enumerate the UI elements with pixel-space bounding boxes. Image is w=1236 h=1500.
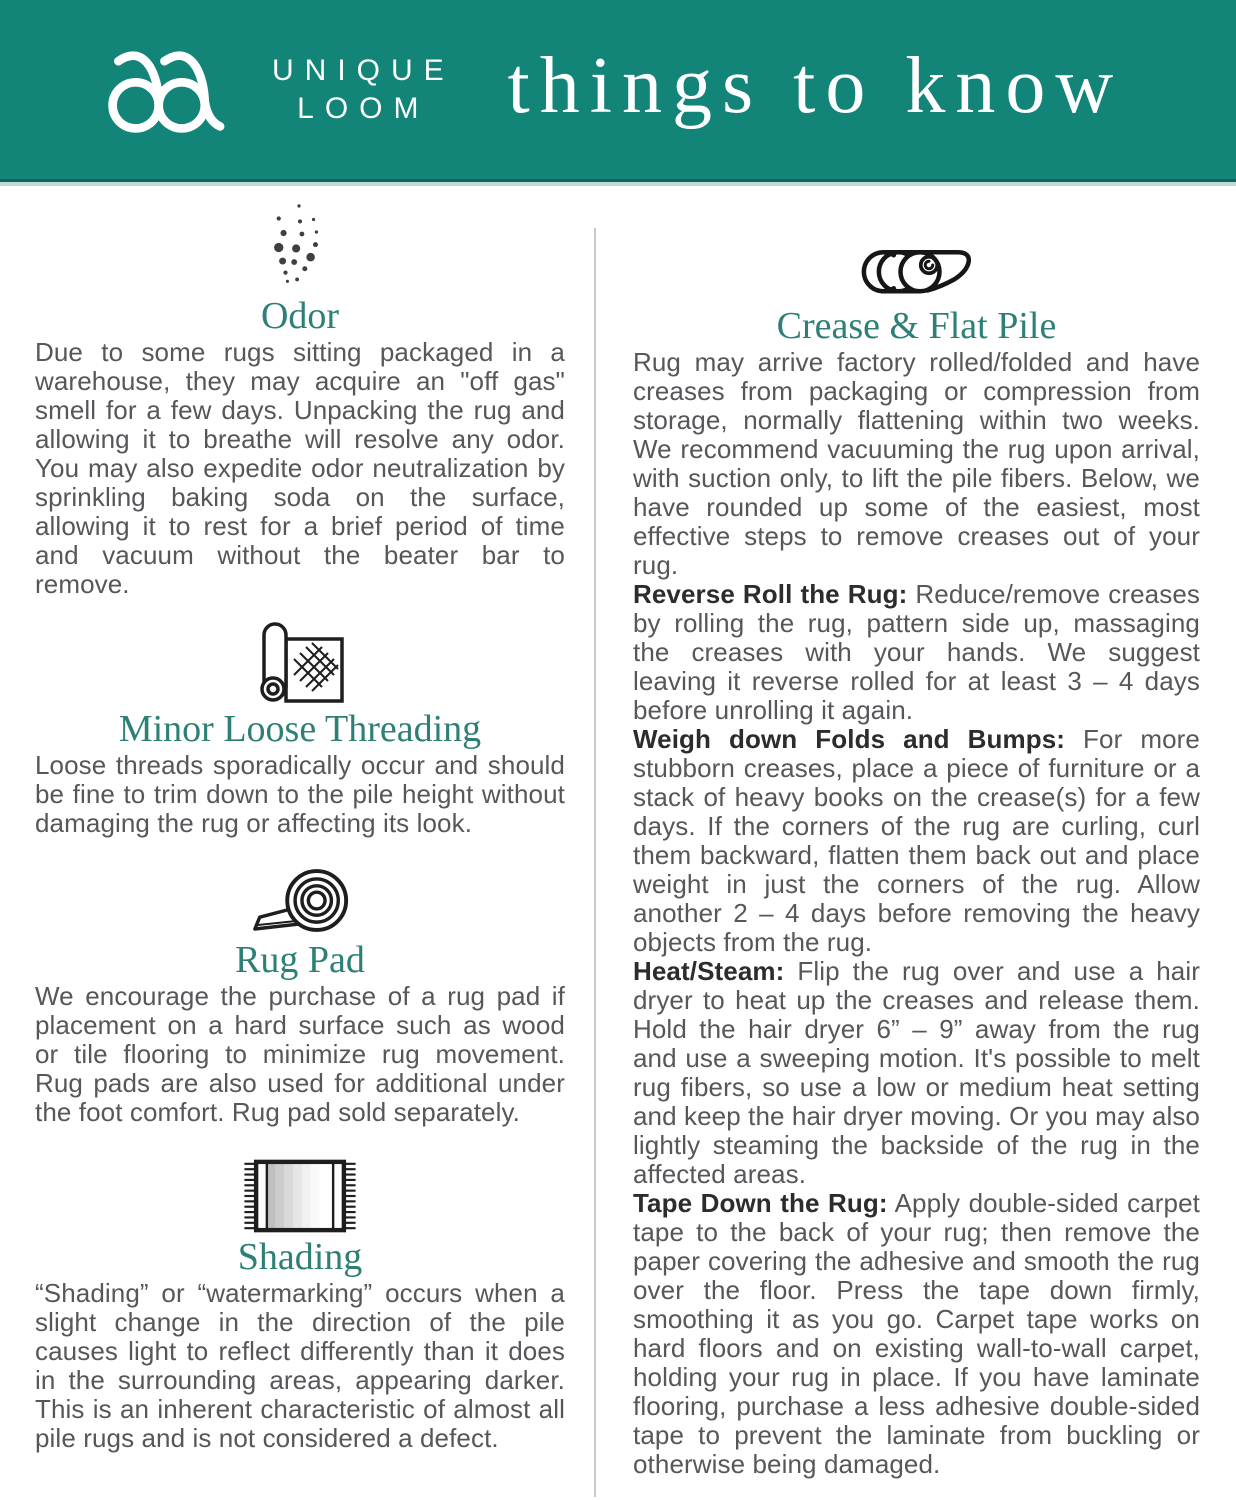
page-title: things to know — [507, 41, 1124, 130]
tip-heat-steam-text: Flip the rug over and use a hair dryer to heat up the creases and release them. Hold the hair dryer 6” – 9” away from the rug and use a sweeping motion. It's possible to melt rug fibers, so use a low or medium heat setting and keep the hair dryer moving. Or you may also lightly steaming the backside of the rug in the affected areas. — [633, 956, 1200, 1189]
odor-sprinkle-icon — [35, 202, 565, 294]
tip-tape-down-text: Apply double-sided carpet tape to the back of your rug; then remove the paper covering the adhesive and smooth the rug over the floor. Press the tape down firmly, smoothing it as you go. Carpet tape works on hard floors and on existing wall-to-wall carpet, holding your rug in place. If you have laminate flooring, purchase a less adhesive double-sided tape to prevent the laminate from buckling or otherwise being damaged. — [633, 1188, 1200, 1479]
tip-heat-steam-label: Heat/Steam: — [633, 956, 785, 986]
section-title-rug-pad: Rug Pad — [235, 939, 365, 981]
content-columns — [0, 186, 1236, 1497]
section-body-crease-intro: Rug may arrive factory rolled/folded and have creases from packaging or compression from storage, normally flattening within two weeks. We recommend vacuuming the rug upon arrival, with suction only, to lift the pile fibers. Below, we have rounded up some of the easiest, most effective steps to remove creases out of your rug. — [633, 347, 1200, 580]
fringed-rug-icon — [35, 1157, 565, 1235]
brand-name — [272, 52, 455, 128]
tip-weigh-down-text: For more stubborn creases, place a piece of furniture or a stack of heavy books on the crease(s) for a few days. If the corners of the rug are curling, curl them backward, flatten them back out and place weight in just the corners of the rug. Allow another 2 – 4 days before removing the heavy objects from the rug. — [633, 724, 1200, 957]
tip-weigh-down — [633, 725, 1200, 957]
section-title-shading: Shading — [237, 1236, 363, 1278]
tip-heat-steam — [633, 957, 1200, 1189]
section-title-crease: Crease & Flat Pile — [776, 305, 1057, 347]
brand-line-1: UNIQUE — [272, 53, 455, 87]
tip-reverse-roll — [633, 580, 1200, 725]
rolled-rug-side-icon — [633, 238, 1200, 304]
header-banner — [0, 0, 1236, 182]
tip-reverse-roll-text: Reduce/remove creases by rolling the rug, pattern side up, massaging the creases with your hands. We suggest leaving it reverse rolled for at least 3 – 4 days before unrolling it again. — [633, 579, 1200, 725]
section-title-odor: Odor — [260, 295, 340, 337]
unique-loom-logo-icon — [100, 42, 250, 138]
brand-lockup — [100, 42, 455, 138]
tip-weigh-down-label: Weigh down Folds and Bumps: — [633, 724, 1066, 754]
section-body-rug-pad: We encourage the purchase of a rug pad if placement on a hard surface such as wood or tile flooring to minimize rug movement. Rug pads are also used for additional under the foot comfort. Rug pad sold separately. — [35, 981, 565, 1127]
brand-line-2: LOOM — [297, 91, 430, 125]
tip-reverse-roll-label: Reverse Roll the Rug: — [633, 579, 908, 609]
section-body-odor: Due to some rugs sitting packaged in a warehouse, they may acquire an "off gas" smell for a few days. Unpacking the rug and allowing it to breathe will resolve any odor. You may also expedite odor neutralization by sprinkling baking soda on the surface, allowing it to rest for a brief period of time and vacuum without the beater bar to remove. — [35, 337, 565, 599]
tape-roll-icon — [35, 864, 565, 938]
section-body-shading: “Shading” or “watermarking” occurs when a slight change in the direction of the pile causes light to reflect differently than it does in the surrounding areas, appearing darker. This is an inherent characteristic of almost all pile rugs and is not considered a defect. — [35, 1278, 565, 1453]
section-body-threading: Loose threads sporadically occur and should be fine to trim down to the pile height without damaging the rug or affecting its look. — [35, 750, 565, 838]
right-column — [633, 186, 1200, 1479]
tip-tape-down-label: Tape Down the Rug: — [633, 1188, 888, 1218]
section-title-threading: Minor Loose Threading — [118, 708, 482, 750]
column-divider — [594, 228, 596, 1497]
tip-tape-down — [633, 1189, 1200, 1479]
left-column — [35, 186, 565, 1453]
rolled-rug-crosshatch-icon — [35, 617, 565, 707]
